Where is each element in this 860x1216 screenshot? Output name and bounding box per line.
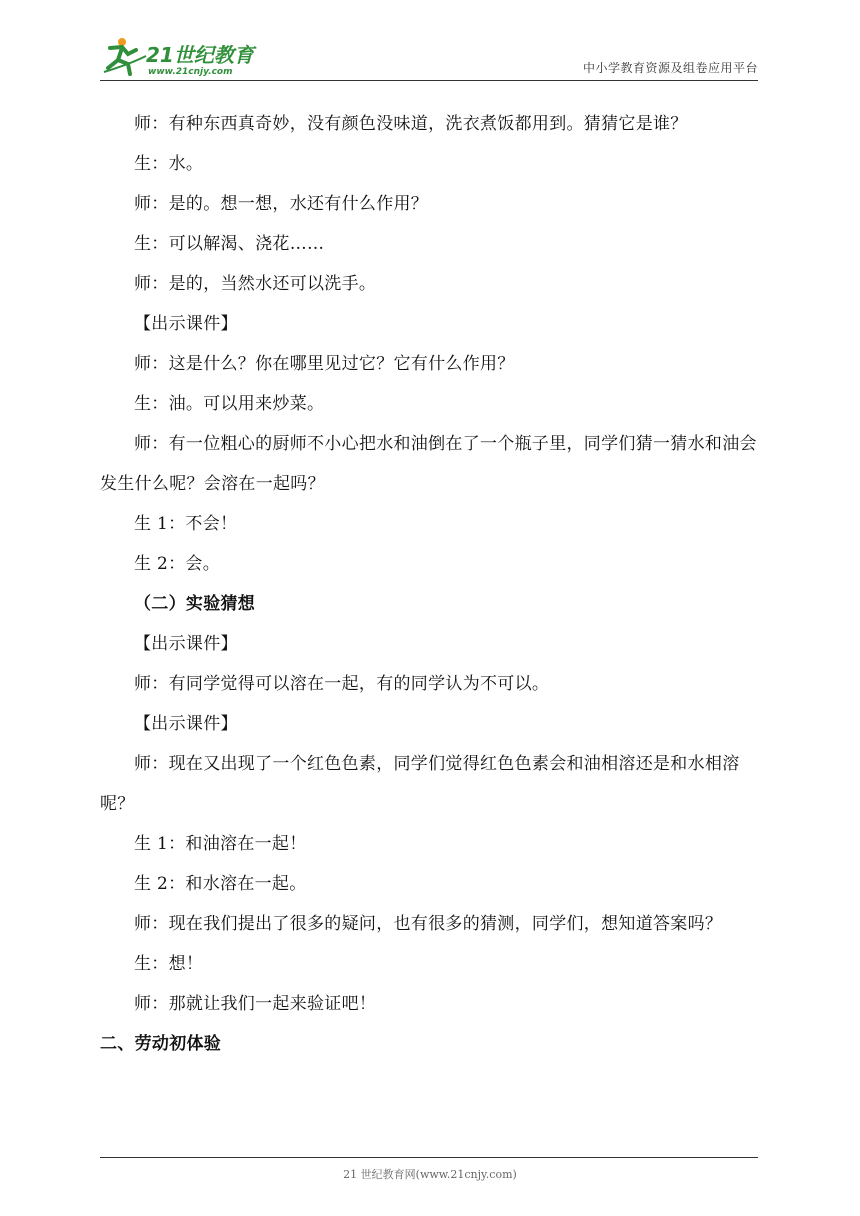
paragraph: 师：那就让我们一起来验证吧！ bbox=[134, 994, 377, 1014]
page-header bbox=[100, 34, 758, 81]
paragraph: 师：是的。想一想，水还有什么作用？ bbox=[134, 194, 429, 214]
page-footer: 21 世纪教育网(www.21cnjy.com) bbox=[343, 1168, 517, 1181]
paragraph: 生：想！ bbox=[134, 954, 204, 974]
paragraph: 生 1：和油溶在一起！ bbox=[134, 834, 307, 854]
paragraph: 师：有一位粗心的厨师不小心把水和油倒在了一个瓶子里，同学们猜一猜水和油会发生什么呢？会溶在一起吗？ bbox=[100, 434, 757, 494]
paragraph: 生 2：会。 bbox=[134, 554, 221, 574]
document-body bbox=[100, 104, 764, 1064]
site-logo bbox=[100, 34, 260, 78]
header-tagline: 中小学教育资源及组卷应用平台 bbox=[582, 61, 758, 75]
paragraph: 师：现在又出现了一个红色色素，同学们觉得红色色素会和油相溶还是和水相溶呢？ bbox=[100, 754, 740, 814]
chapter-heading: 二、劳动初体验 bbox=[100, 1034, 222, 1054]
section-heading: （二）实验猜想 bbox=[134, 594, 256, 614]
paragraph: 师：现在我们提出了很多的疑问，也有很多的猜测，同学们，想知道答案吗？ bbox=[134, 914, 723, 934]
paragraph: 师：是的，当然水还可以洗手。 bbox=[134, 274, 377, 294]
paragraph: 师：有种东西真奇妙，没有颜色没味道，洗衣煮饭都用到。猜猜它是谁？ bbox=[134, 114, 688, 134]
paragraph: 生：水。 bbox=[134, 154, 204, 174]
paragraph: 生：可以解渴、浇花…… bbox=[134, 234, 325, 254]
paragraph: 【出示课件】 bbox=[134, 314, 238, 334]
paragraph: 生：油。可以用来炒菜。 bbox=[134, 394, 325, 414]
paragraph: 生 1：不会！ bbox=[134, 514, 238, 534]
paragraph: 师：有同学觉得可以溶在一起，有的同学认为不可以。 bbox=[134, 674, 550, 694]
logo-text: 21世纪教育 bbox=[146, 43, 254, 67]
paragraph: 【出示课件】 bbox=[134, 714, 238, 734]
paragraph: 【出示课件】 bbox=[134, 634, 238, 654]
paragraph: 师：这是什么？你在哪里见过它？它有什么作用？ bbox=[134, 354, 515, 374]
footer-divider bbox=[100, 1157, 758, 1158]
paragraph: 生 2：和水溶在一起。 bbox=[134, 874, 307, 894]
logo-url: www.21cnjy.com bbox=[148, 67, 233, 77]
